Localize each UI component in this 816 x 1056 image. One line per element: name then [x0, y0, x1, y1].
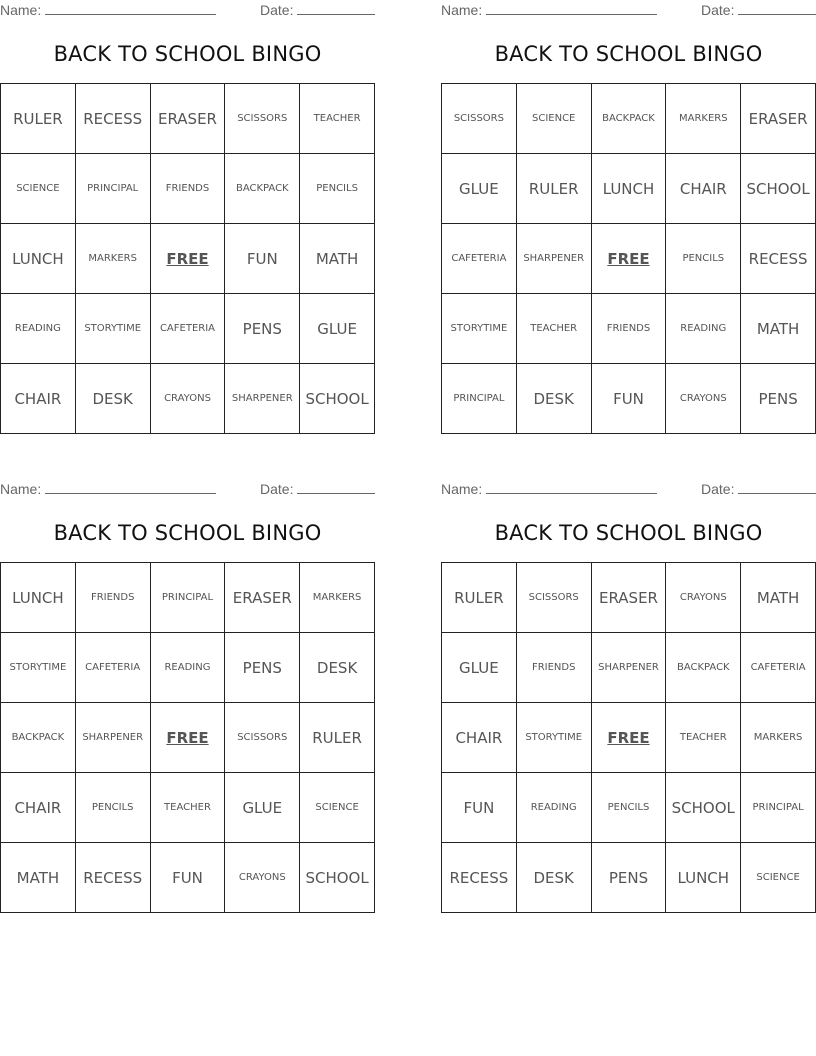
- bingo-cell[interactable]: SCHOOL: [300, 843, 375, 913]
- bingo-cell[interactable]: CAFETERIA: [151, 294, 226, 364]
- bingo-cell[interactable]: GLUE: [442, 633, 517, 703]
- date-field: [701, 2, 816, 18]
- bingo-cell[interactable]: BACKPACK: [225, 154, 300, 224]
- bingo-grid: [0, 562, 375, 913]
- free-space-cell[interactable]: FREE: [151, 224, 226, 294]
- name-line[interactable]: [45, 482, 216, 494]
- bingo-card: [441, 479, 816, 913]
- name-label: Name:: [0, 481, 42, 497]
- bingo-cell[interactable]: FUN: [151, 843, 226, 913]
- bingo-cell[interactable]: RECESS: [76, 84, 151, 154]
- bingo-cell[interactable]: GLUE: [300, 294, 375, 364]
- bingo-cell[interactable]: SHARPENER: [225, 364, 300, 434]
- bingo-cell[interactable]: MARKERS: [741, 703, 816, 773]
- bingo-cell[interactable]: READING: [1, 294, 76, 364]
- bingo-grid: [0, 83, 375, 434]
- bingo-cell[interactable]: PENS: [225, 633, 300, 703]
- bingo-card: [0, 0, 375, 434]
- bingo-cell[interactable]: CRAYONS: [225, 843, 300, 913]
- date-line[interactable]: [297, 482, 375, 494]
- bingo-cell[interactable]: SHARPENER: [592, 633, 667, 703]
- bingo-cell[interactable]: BACKPACK: [666, 633, 741, 703]
- date-line[interactable]: [738, 482, 816, 494]
- bingo-cell[interactable]: BACKPACK: [1, 703, 76, 773]
- name-field: [441, 2, 657, 18]
- bingo-cell[interactable]: BACKPACK: [592, 84, 667, 154]
- bingo-cell[interactable]: SCIENCE: [1, 154, 76, 224]
- bingo-cell[interactable]: MARKERS: [300, 563, 375, 633]
- bingo-cell[interactable]: STORYTIME: [76, 294, 151, 364]
- name-field: [0, 2, 216, 18]
- bingo-cell[interactable]: RULER: [442, 563, 517, 633]
- bingo-cell[interactable]: SCISSORS: [225, 84, 300, 154]
- bingo-cell[interactable]: ERASER: [151, 84, 226, 154]
- bingo-grid: [441, 83, 816, 434]
- bingo-cell[interactable]: RULER: [517, 154, 592, 224]
- bingo-cell[interactable]: ERASER: [225, 563, 300, 633]
- name-line[interactable]: [486, 3, 657, 15]
- bingo-cell[interactable]: MATH: [1, 843, 76, 913]
- bingo-cell[interactable]: PENS: [225, 294, 300, 364]
- bingo-cell[interactable]: PENCILS: [592, 773, 667, 843]
- bingo-cell[interactable]: SCISSORS: [442, 84, 517, 154]
- name-label: Name:: [0, 2, 42, 18]
- bingo-grid: [441, 562, 816, 913]
- bingo-cell[interactable]: PENCILS: [300, 154, 375, 224]
- bingo-cell[interactable]: TEACHER: [300, 84, 375, 154]
- name-line[interactable]: [486, 482, 657, 494]
- bingo-cell[interactable]: STORYTIME: [442, 294, 517, 364]
- name-field: [0, 481, 216, 497]
- bingo-cell[interactable]: SHARPENER: [76, 703, 151, 773]
- card-title: BACK TO SCHOOL BINGO: [53, 521, 322, 545]
- bingo-cell[interactable]: PENS: [592, 843, 667, 913]
- bingo-cell[interactable]: GLUE: [225, 773, 300, 843]
- bingo-cell[interactable]: DESK: [517, 364, 592, 434]
- bingo-cell[interactable]: TEACHER: [666, 703, 741, 773]
- bingo-cell[interactable]: RECESS: [741, 224, 816, 294]
- bingo-cell[interactable]: SCISSORS: [225, 703, 300, 773]
- bingo-cell[interactable]: MARKERS: [666, 84, 741, 154]
- bingo-cell[interactable]: PRINCIPAL: [442, 364, 517, 434]
- bingo-cell[interactable]: FUN: [442, 773, 517, 843]
- bingo-cell[interactable]: RULER: [1, 84, 76, 154]
- bingo-cell[interactable]: LUNCH: [1, 224, 76, 294]
- bingo-card: [0, 479, 375, 913]
- bingo-cell[interactable]: RECESS: [442, 843, 517, 913]
- bingo-cell[interactable]: STORYTIME: [517, 703, 592, 773]
- date-field: [701, 481, 816, 497]
- bingo-cell[interactable]: ERASER: [592, 563, 667, 633]
- bingo-cell[interactable]: RECESS: [76, 843, 151, 913]
- bingo-cell[interactable]: DESK: [517, 843, 592, 913]
- card-title: BACK TO SCHOOL BINGO: [494, 521, 763, 545]
- bingo-cell[interactable]: PENS: [741, 364, 816, 434]
- bingo-cell[interactable]: PENCILS: [76, 773, 151, 843]
- free-space-cell[interactable]: FREE: [592, 703, 667, 773]
- bingo-cell[interactable]: SHARPENER: [517, 224, 592, 294]
- bingo-cell[interactable]: GLUE: [442, 154, 517, 224]
- bingo-cell[interactable]: SCHOOL: [666, 773, 741, 843]
- free-space-cell[interactable]: FREE: [592, 224, 667, 294]
- date-label: Date:: [260, 2, 294, 18]
- bingo-cell[interactable]: SCIENCE: [300, 773, 375, 843]
- date-line[interactable]: [738, 3, 816, 15]
- bingo-cell[interactable]: TEACHER: [151, 773, 226, 843]
- bingo-cell[interactable]: PRINCIPAL: [151, 563, 226, 633]
- bingo-cell[interactable]: CRAYONS: [666, 563, 741, 633]
- bingo-cell[interactable]: TEACHER: [517, 294, 592, 364]
- bingo-cell[interactable]: SCISSORS: [517, 563, 592, 633]
- bingo-cell[interactable]: FRIENDS: [592, 294, 667, 364]
- bingo-card: [441, 0, 816, 434]
- name-line[interactable]: [45, 3, 216, 15]
- bingo-cell[interactable]: READING: [666, 294, 741, 364]
- bingo-cell[interactable]: STORYTIME: [1, 633, 76, 703]
- bingo-cell[interactable]: CHAIR: [666, 154, 741, 224]
- bingo-cell[interactable]: PRINCIPAL: [76, 154, 151, 224]
- name-field: [441, 481, 657, 497]
- bingo-cell[interactable]: DESK: [76, 364, 151, 434]
- bingo-cell[interactable]: CHAIR: [1, 773, 76, 843]
- bingo-cell[interactable]: MATH: [741, 563, 816, 633]
- bingo-cell[interactable]: RULER: [300, 703, 375, 773]
- bingo-cell[interactable]: CRAYONS: [151, 364, 226, 434]
- name-label: Name:: [441, 2, 483, 18]
- bingo-cell[interactable]: FRIENDS: [151, 154, 226, 224]
- bingo-cell[interactable]: FRIENDS: [76, 563, 151, 633]
- bingo-cell[interactable]: DESK: [300, 633, 375, 703]
- bingo-cell[interactable]: MATH: [300, 224, 375, 294]
- bingo-cell[interactable]: SCHOOL: [300, 364, 375, 434]
- bingo-cell[interactable]: FUN: [592, 364, 667, 434]
- bingo-cell[interactable]: PENCILS: [666, 224, 741, 294]
- bingo-cell[interactable]: CRAYONS: [666, 364, 741, 434]
- bingo-cell[interactable]: CHAIR: [1, 364, 76, 434]
- bingo-cell[interactable]: CAFETERIA: [741, 633, 816, 703]
- bingo-cell[interactable]: SCHOOL: [741, 154, 816, 224]
- card-title: BACK TO SCHOOL BINGO: [53, 42, 322, 66]
- bingo-cell[interactable]: LUNCH: [1, 563, 76, 633]
- bingo-cell[interactable]: CAFETERIA: [442, 224, 517, 294]
- bingo-cell[interactable]: SCIENCE: [517, 84, 592, 154]
- bingo-cell[interactable]: PRINCIPAL: [741, 773, 816, 843]
- date-label: Date:: [260, 481, 294, 497]
- free-space-cell[interactable]: FREE: [151, 703, 226, 773]
- date-line[interactable]: [297, 3, 375, 15]
- bingo-cell[interactable]: LUNCH: [592, 154, 667, 224]
- bingo-cell[interactable]: MARKERS: [76, 224, 151, 294]
- bingo-cell[interactable]: SCIENCE: [741, 843, 816, 913]
- bingo-cell[interactable]: LUNCH: [666, 843, 741, 913]
- bingo-cell[interactable]: CHAIR: [442, 703, 517, 773]
- card-title: BACK TO SCHOOL BINGO: [494, 42, 763, 66]
- bingo-cell[interactable]: ERASER: [741, 84, 816, 154]
- date-label: Date:: [701, 2, 735, 18]
- bingo-cell[interactable]: READING: [151, 633, 226, 703]
- bingo-cell[interactable]: MATH: [741, 294, 816, 364]
- bingo-cell[interactable]: FRIENDS: [517, 633, 592, 703]
- bingo-cell[interactable]: FUN: [225, 224, 300, 294]
- date-label: Date:: [701, 481, 735, 497]
- bingo-cell[interactable]: CAFETERIA: [76, 633, 151, 703]
- name-label: Name:: [441, 481, 483, 497]
- date-field: [260, 481, 375, 497]
- bingo-cell[interactable]: READING: [517, 773, 592, 843]
- date-field: [260, 2, 375, 18]
